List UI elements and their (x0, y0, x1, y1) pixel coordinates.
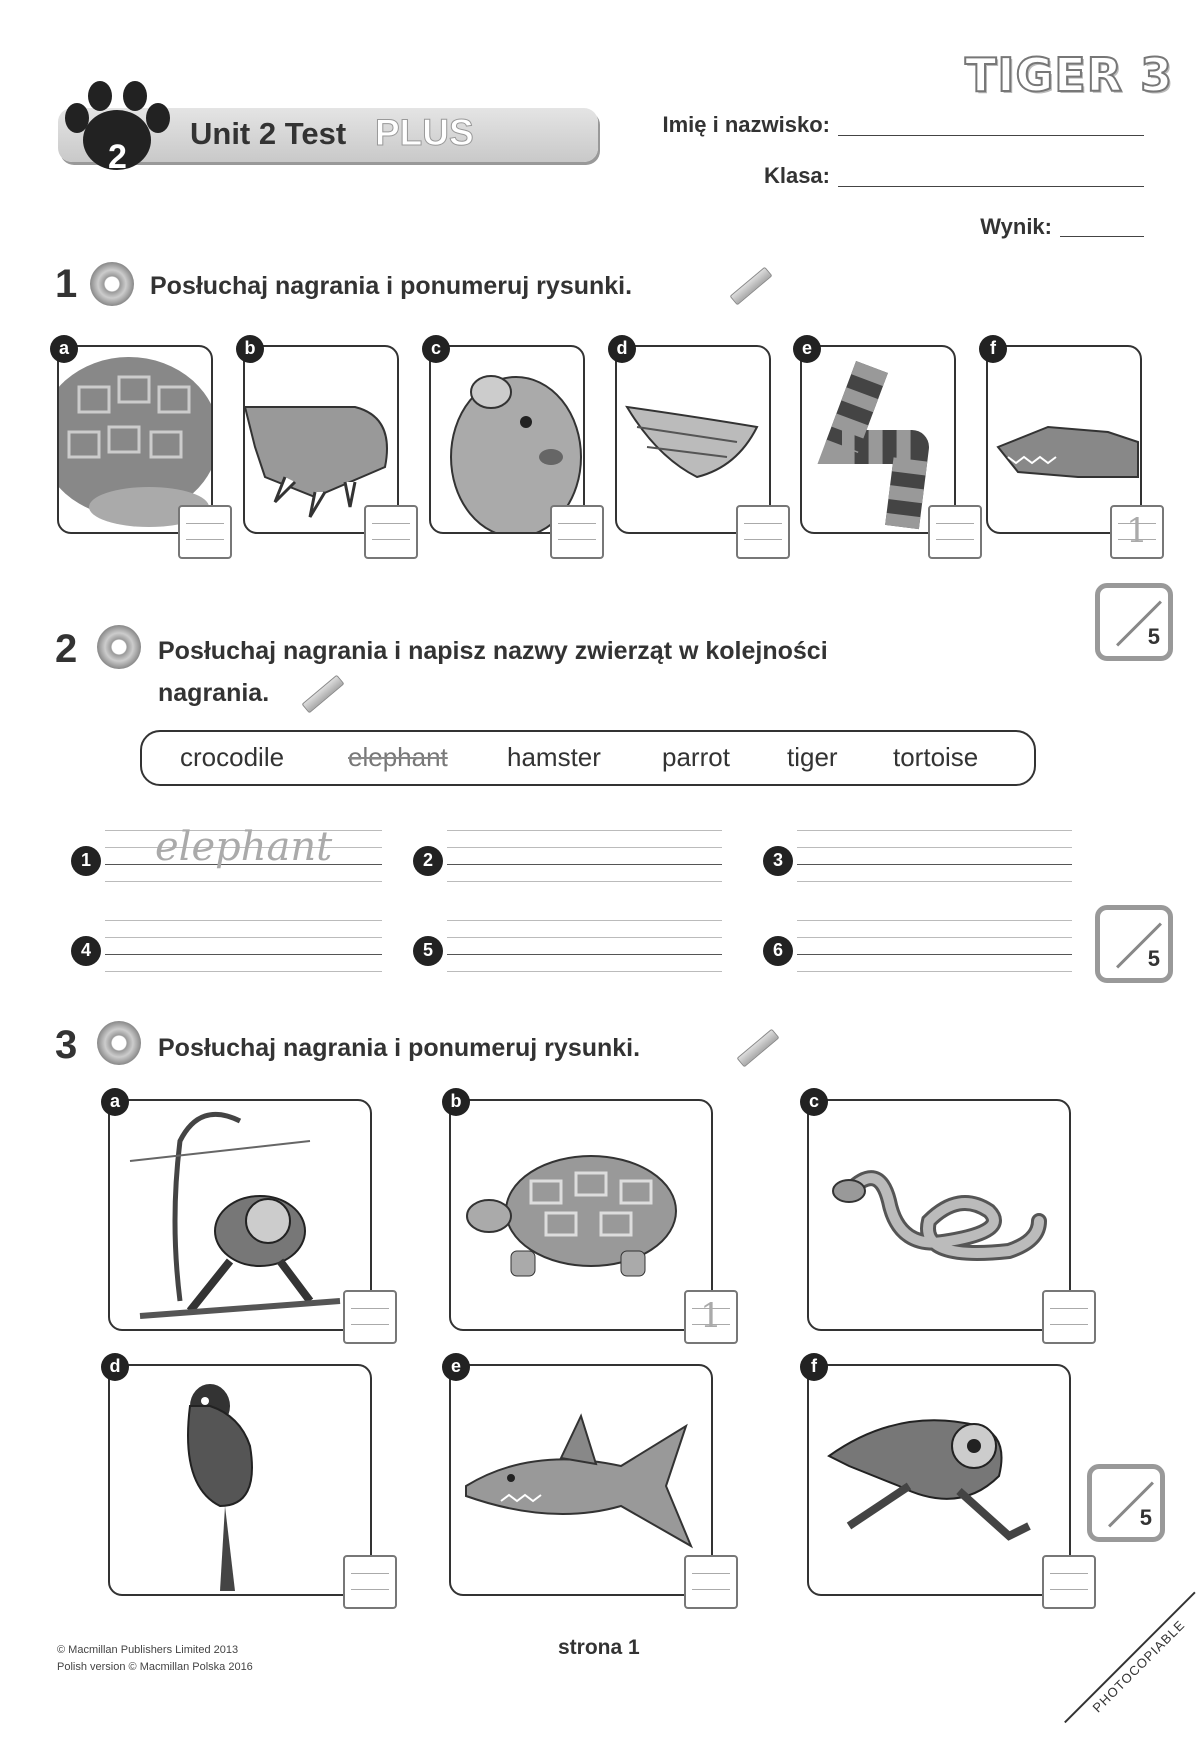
word-hamster: hamster (507, 742, 601, 772)
ex3-answer-d[interactable] (343, 1555, 397, 1609)
monkey-picture (110, 1101, 370, 1329)
ex3-letter-c: c (800, 1088, 828, 1116)
ex3-card-b (449, 1099, 713, 1331)
ex1-answer-c[interactable] (550, 505, 604, 559)
ex2-item-4-number: 4 (71, 936, 101, 966)
name-label: Imię i nazwisko: (662, 112, 830, 137)
ex1-letter-c: c (422, 335, 450, 363)
frog-picture (809, 1366, 1069, 1594)
ex1-score-box[interactable]: 5 (1095, 583, 1173, 661)
ex2-item-2-number: 2 (413, 846, 443, 876)
ex2-answer-3[interactable] (797, 830, 1072, 890)
ex1-letter-d: d (608, 335, 636, 363)
ex2-item-6-number: 6 (763, 936, 793, 966)
ex1-letter-e: e (793, 335, 821, 363)
word-crocodile: crocodile (180, 742, 285, 772)
tortoise-picture (451, 1101, 711, 1329)
exercise-1-number: 1 (55, 262, 78, 306)
ex1-answer-e[interactable] (928, 505, 982, 559)
exercise-2-instruction-line2: nagrania. (158, 679, 270, 707)
copyright-line-2: Polish version © Macmillan Polska 2016 (57, 1661, 253, 1673)
copyright-line-1: © Macmillan Publishers Limited 2013 (57, 1644, 239, 1656)
score-field[interactable] (1060, 235, 1144, 237)
ex1-letter-a: a (50, 335, 78, 363)
photocopiable-label: PHOTOCOPIABLE (1064, 1592, 1200, 1739)
tiger-logo: TIGER 3 (965, 48, 1174, 102)
ex1-answer-b[interactable] (364, 505, 418, 559)
ex3-card-c (807, 1099, 1071, 1331)
ex2-answer-2[interactable] (447, 830, 722, 890)
word-tortoise: tortoise (893, 742, 979, 772)
ex3-answer-c[interactable] (1042, 1290, 1096, 1344)
word-parrot: parrot (662, 742, 730, 772)
pencil-icon (302, 675, 345, 714)
ex1-answer-a[interactable] (178, 505, 232, 559)
ex3-letter-a: a (101, 1088, 129, 1116)
ex1-letter-b: b (236, 335, 264, 363)
ex3-card-f (807, 1364, 1071, 1596)
unit-number: 2 (108, 138, 127, 176)
ex2-answer-6[interactable] (797, 920, 1072, 980)
ex3-answer-a[interactable] (343, 1290, 397, 1344)
class-field[interactable] (838, 185, 1144, 187)
ex3-card-a (108, 1099, 372, 1331)
ex1-answer-d[interactable] (736, 505, 790, 559)
ex3-card-d (108, 1364, 372, 1596)
ex2-item-5-number: 5 (413, 936, 443, 966)
ex3-card-e (449, 1364, 713, 1596)
ex3-letter-d: d (101, 1353, 129, 1381)
copyright (57, 1642, 253, 1676)
word-tiger: tiger (787, 742, 838, 772)
exercise-2-instruction-line1: Posłuchaj nagrania i napisz nazwy zwierząt w kolejności (158, 637, 828, 665)
score-label: Wynik: (980, 214, 1052, 239)
word-elephant: elephant (348, 742, 448, 772)
ex1-answer-f[interactable]: 1 (1110, 505, 1164, 559)
exercise-1-instruction: Posłuchaj nagrania i ponumeruj rysunki. (150, 272, 633, 300)
ex2-item-3-number: 3 (763, 846, 793, 876)
ex2-answer-1[interactable]: elephant (105, 830, 382, 890)
parrot-picture (110, 1366, 370, 1594)
ex2-answer-4[interactable] (105, 920, 382, 980)
cd-icon (90, 262, 134, 306)
ex3-score-box[interactable]: 5 (1087, 1464, 1165, 1542)
ex2-answer-5[interactable] (447, 920, 722, 980)
pencil-icon (737, 1029, 780, 1068)
cd-icon (97, 1021, 141, 1065)
ex1-letter-f: f (979, 335, 1007, 363)
test-title: Unit 2 Test (190, 116, 347, 151)
ex2-score-box[interactable]: 5 (1095, 905, 1173, 983)
page-number: strona 1 (558, 1636, 640, 1659)
ex3-answer-f[interactable] (1042, 1555, 1096, 1609)
name-field[interactable] (838, 134, 1144, 136)
ex3-answer-b[interactable]: 1 (684, 1290, 738, 1344)
ex3-letter-b: b (442, 1088, 470, 1116)
exercise-2-number: 2 (55, 627, 78, 671)
ex3-letter-e: e (442, 1353, 470, 1381)
cd-icon (97, 625, 141, 669)
pencil-icon (730, 267, 773, 306)
class-label: Klasa: (763, 163, 830, 188)
test-plus-label: PLUS (375, 112, 474, 153)
ex3-letter-f: f (800, 1353, 828, 1381)
shark-picture (451, 1366, 711, 1594)
snake-picture (809, 1101, 1069, 1329)
exercise-3-number: 3 (55, 1023, 78, 1067)
exercise-3-instruction: Posłuchaj nagrania i ponumeruj rysunki. (158, 1034, 641, 1062)
ex3-answer-e[interactable] (684, 1555, 738, 1609)
ex2-item-1-number: 1 (71, 846, 101, 876)
